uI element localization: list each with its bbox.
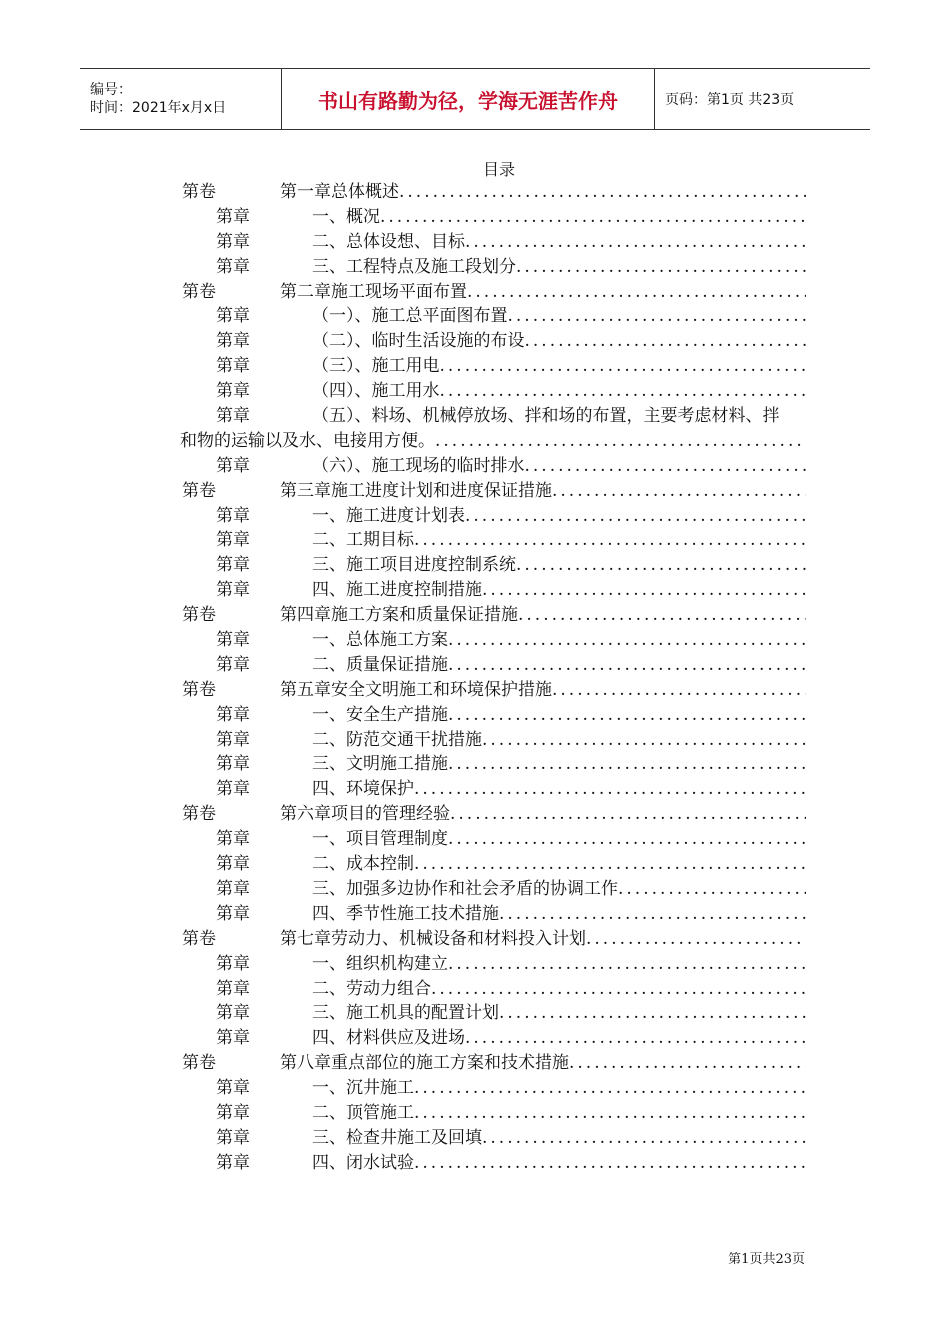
toc-leader-dots [399, 180, 806, 205]
toc-chapter-entry [180, 653, 806, 678]
toc-leader-dots [448, 703, 806, 728]
toc-leader-dots [414, 1151, 806, 1176]
toc-leader-dots [499, 1001, 806, 1026]
toc-leader-dots [516, 255, 806, 280]
toc-entry-label: 第卷 [182, 928, 216, 949]
toc-chapter-entry [180, 827, 806, 852]
toc-entry-text: （四）、施工用水 [312, 381, 440, 402]
toc-entry-label: 第章 [216, 878, 250, 899]
toc-leader-dots [482, 1126, 806, 1151]
time-label: 时间：2021年x月x日 [90, 100, 227, 116]
header-page-info: 页码：第1页 共23页 [665, 92, 795, 108]
toc-entry-text: 一、概况 [312, 206, 380, 227]
toc-entry-text: 第五章安全文明施工和环境保护措施 [280, 679, 552, 700]
toc-leader-dots [569, 1051, 806, 1076]
footer-page-info: 第1页共23页 [728, 1252, 805, 1267]
toc-leader-dots [450, 802, 806, 827]
toc-entry-text: 三、检查井施工及回填 [312, 1127, 482, 1148]
toc-entry-label: 第章 [216, 406, 250, 427]
toc-entry-label: 第章 [216, 704, 250, 725]
toc-leader-dots [448, 628, 806, 653]
toc-title: 目录 [482, 160, 515, 179]
toc-entry-label: 第章 [216, 206, 250, 227]
toc-leader-dots [482, 578, 806, 603]
toc-entry-text: 第三章施工进度计划和进度保证措施 [280, 480, 552, 501]
toc-chapter-entry [180, 752, 806, 777]
toc-entry-label: 第章 [216, 1003, 250, 1024]
toc-leader-dots [414, 528, 806, 553]
toc-chapter-entry [180, 454, 806, 479]
toc-chapter-entry [180, 952, 806, 977]
toc-entry-label: 第卷 [182, 804, 216, 825]
toc-entry-text: 四、施工进度控制措施 [312, 580, 482, 601]
toc-entry-label: 第章 [216, 1127, 250, 1148]
toc-chapter-entry [180, 628, 806, 653]
toc-chapter-entry [180, 379, 806, 404]
toc-entry-text: 一、总体施工方案 [312, 630, 448, 651]
toc-chapter-entry [180, 1101, 806, 1126]
toc-entry-label: 第章 [216, 381, 250, 402]
toc-entry-text: （五）、料场、机械停放场、拌和场的布置，主要考虑材料、拌 [312, 406, 780, 427]
header-meta [80, 69, 282, 129]
toc-leader-dots [467, 280, 806, 305]
toc-entry-label: 第卷 [182, 182, 216, 202]
toc-chapter-entry [180, 852, 806, 877]
toc-leader-dots [440, 354, 807, 379]
toc-chapter-entry [180, 902, 806, 927]
page-header [80, 68, 870, 130]
toc-entry-label: 第卷 [182, 605, 216, 626]
toc-entry-label: 第卷 [182, 281, 216, 302]
toc-chapter-entry [180, 205, 806, 230]
toc-entry-text: （三）、施工用电 [312, 356, 440, 377]
toc-chapter-entry [180, 977, 806, 1002]
toc-entry-label: 第章 [216, 630, 250, 651]
toc-entry-label: 第章 [216, 978, 250, 999]
toc-entry-label: 第章 [216, 779, 250, 800]
toc-entry-label: 第章 [216, 754, 250, 775]
toc-chapter-entry [180, 777, 806, 802]
toc-chapter-entry [180, 877, 806, 902]
toc-leader-dots [516, 553, 806, 578]
toc-entry-text: 一、沉井施工 [312, 1078, 414, 1099]
toc-entry-label: 第章 [216, 505, 250, 526]
toc-entry-text: 二、工期目标 [312, 530, 414, 551]
toc-entry-label: 第章 [216, 654, 250, 675]
toc-entry-label: 第卷 [182, 480, 216, 501]
toc-entry-text: 四、环境保护 [312, 779, 414, 800]
toc-entry-label: 第章 [216, 231, 250, 252]
toc-entry-text: 第八章重点部位的施工方案和技术措施 [280, 1053, 569, 1074]
toc-entry-label: 第章 [216, 729, 250, 750]
toc-leader-dots [465, 504, 806, 529]
toc-entry-label: 第章 [216, 903, 250, 924]
toc-chapter-entry [180, 255, 806, 280]
toc-volume-entry [180, 479, 806, 504]
toc-entry-text: 三、施工机具的配置计划 [312, 1003, 499, 1024]
toc-entry-text: 第四章施工方案和质量保证措施 [280, 605, 518, 626]
toc-chapter-entry [180, 1126, 806, 1151]
toc-volume-entry [180, 603, 806, 628]
toc-leader-dots [465, 230, 806, 255]
toc-chapter-entry [180, 504, 806, 529]
toc-entry-text: 二、劳动力组合 [312, 978, 431, 999]
toc-entry-text: （一）、施工总平面图布置 [312, 306, 508, 327]
toc-leader-dots [414, 852, 806, 877]
toc-leader-dots [414, 1076, 806, 1101]
toc-entry-text: 三、加强多边协作和社会矛盾的协调工作 [312, 878, 618, 899]
toc-entry-label: 第章 [216, 555, 250, 576]
toc-chapter-entry [180, 553, 806, 578]
toc-entry-label: 第章 [216, 580, 250, 601]
toc-leader-dots [618, 877, 806, 902]
toc-chapter-entry [180, 703, 806, 728]
number-label: 编号： [90, 82, 132, 98]
toc-entry-text: 第二章施工现场平面布置 [280, 281, 467, 302]
toc-leader-dots [518, 603, 806, 628]
toc-chapter-entry [180, 230, 806, 255]
toc-chapter-entry [180, 404, 806, 429]
toc-chapter-entry [180, 1001, 806, 1026]
toc-entry-text: 二、防范交通干扰措施 [312, 729, 482, 750]
toc-entry-text: 四、季节性施工技术措施 [312, 903, 499, 924]
toc-entry-text: 二、质量保证措施 [312, 654, 448, 675]
toc-entry-text: 一、施工进度计划表 [312, 505, 465, 526]
toc-entry-text: 一、安全生产措施 [312, 704, 448, 725]
toc-entry-text: （六）、施工现场的临时排水 [312, 455, 525, 476]
toc-chapter-entry [180, 528, 806, 553]
toc-leader-dots [448, 653, 806, 678]
toc-entry-text: 四、材料供应及进场 [312, 1028, 465, 1049]
toc-entry-label: 第章 [216, 256, 250, 277]
toc-entry-label: 第章 [216, 1078, 250, 1099]
toc-entry-text: 三、文明施工措施 [312, 754, 448, 775]
toc-chapter-entry [180, 728, 806, 753]
toc-entry-label: 第章 [216, 829, 250, 850]
toc-entry-label: 第章 [216, 953, 250, 974]
toc-leader-dots [499, 902, 806, 927]
toc-entry-label: 第章 [216, 1028, 250, 1049]
toc-entry-text: （二）、临时生活设施的布设 [312, 331, 525, 352]
toc-leader-dots [482, 728, 806, 753]
toc-entry-text: 三、工程特点及施工段划分 [312, 256, 516, 277]
toc-entry-label: 第章 [216, 530, 250, 551]
toc-entry-label: 第章 [216, 1102, 250, 1123]
toc-entry-label: 第卷 [182, 679, 216, 700]
toc-leader-dots [414, 1101, 806, 1126]
toc-volume-entry [180, 280, 806, 305]
toc-entry-label: 第章 [216, 306, 250, 327]
toc-entry-label: 第章 [216, 854, 250, 875]
toc-entry-text: 第七章劳动力、机械设备和材料投入计划 [280, 928, 586, 949]
toc-entry-text: 二、顶管施工 [312, 1102, 414, 1123]
toc-chapter-entry [180, 329, 806, 354]
toc-leader-dots [380, 205, 806, 230]
toc-entry-text: 一、项目管理制度 [312, 829, 448, 850]
toc-volume-entry [180, 802, 806, 827]
toc-leader-dots [586, 927, 806, 952]
toc-volume-entry [180, 678, 806, 703]
toc-entry-text: 二、总体设想、目标 [312, 231, 465, 252]
toc-entry-text: 四、闭水试验 [312, 1152, 414, 1173]
toc-leader-dots [448, 827, 806, 852]
toc-leader-dots [414, 777, 806, 802]
toc-entry-text: 二、成本控制 [312, 854, 414, 875]
toc-entry-continuation [180, 429, 806, 454]
toc-chapter-entry [180, 578, 806, 603]
toc-entry-label: 第卷 [182, 1053, 216, 1074]
toc-leader-dots [508, 304, 807, 329]
toc-entry-label: 第章 [216, 455, 250, 476]
toc-entry-text: 第六章项目的管理经验 [280, 804, 450, 825]
toc-entry-label: 第章 [216, 331, 250, 352]
toc-leader-dots [525, 329, 807, 354]
toc-chapter-entry [180, 304, 806, 329]
toc-volume-entry [180, 180, 806, 205]
toc-entry-text: 第一章总体概述 [280, 182, 399, 202]
toc-entry-continuation-text: 和物的运输以及水、电接用方便。 [180, 430, 435, 451]
toc-leader-dots [552, 678, 806, 703]
toc-leader-dots [525, 454, 807, 479]
toc-leader-dots [431, 977, 806, 1002]
toc-leader-dots [448, 952, 806, 977]
toc-chapter-entry [180, 1151, 806, 1176]
toc-leader-dots [448, 752, 806, 777]
table-of-contents [180, 180, 806, 1176]
toc-entry-label: 第章 [216, 1152, 250, 1173]
toc-volume-entry [180, 1051, 806, 1076]
toc-leader-dots [552, 479, 806, 504]
toc-volume-entry [180, 927, 806, 952]
toc-entry-label: 第章 [216, 356, 250, 377]
toc-entry-text: 一、组织机构建立 [312, 953, 448, 974]
toc-entry-text: 三、施工项目进度控制系统 [312, 555, 516, 576]
toc-leader-dots [435, 429, 806, 454]
toc-chapter-entry [180, 354, 806, 379]
toc-chapter-entry [180, 1026, 806, 1051]
toc-leader-dots [440, 379, 807, 404]
toc-leader-dots [465, 1026, 806, 1051]
toc-chapter-entry [180, 1076, 806, 1101]
header-motto: 书山有路勤为径，学海无涯苦作舟 [282, 69, 655, 129]
